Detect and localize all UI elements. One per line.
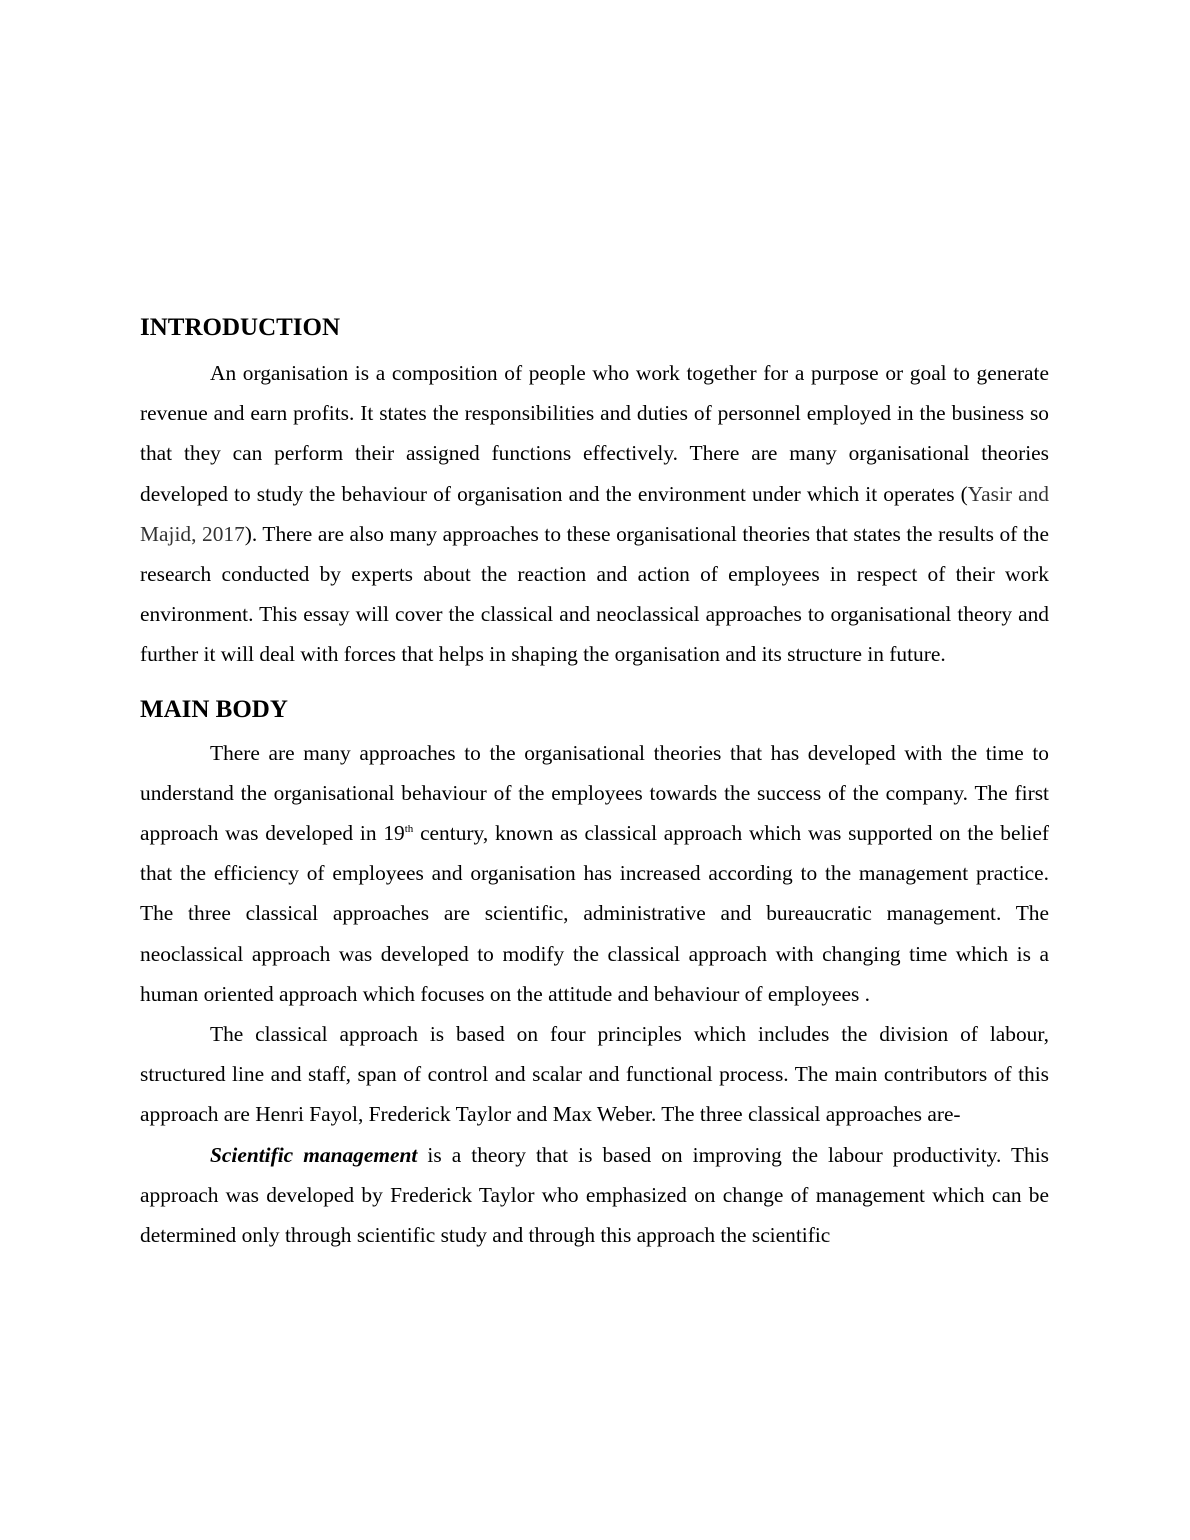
main-text-part-2: century, known as classical approach which was supported on the belief that the efficiency of employees and organisation has increased according to the management practice. The three classical approaches are scientific, administrative and bureaucratic management. The neoclassical approach was developed to modify the classical approach with changing time which is a human oriented approach which focuses on the attitude and behaviour of employees . <box>140 821 1049 1006</box>
main-body-paragraph-3 <box>140 1135 1049 1256</box>
citation: Yasir and Majid, 2017 <box>140 481 1049 546</box>
document-page <box>140 311 1049 1255</box>
main-body-paragraph-1 <box>140 733 1049 1014</box>
intro-text-part-2: ). There are also many approaches to these organisational theories that states the results of the research conducted by experts about the reaction and action of employees in respect of their work environment. This essay will cover the classical and neoclassical approaches to organisational theory and further it will deal with forces that helps in shaping the organisation and its structure in future. <box>140 521 1049 667</box>
introduction-heading: INTRODUCTION <box>140 314 341 341</box>
scientific-management-term: Scientific management <box>210 1142 418 1167</box>
intro-text-part-1: An organisation is a composition of people who work together for a purpose or goal to generate revenue and earn profits. It states the responsibilities and duties of personnel employed in the business so that they can perform their assigned functions effectively. There are many organisational theories developed to study the behaviour of organisation and the environment under which it operates ( <box>140 361 1049 506</box>
main-body-paragraph-2 <box>140 1014 1049 1135</box>
ordinal-superscript: th <box>404 822 414 835</box>
introduction-paragraph <box>140 353 1049 675</box>
main-text-paragraph-3: is a theory that is based on improving the labour productivity. This approach was developed by Frederick Taylor who emphasized on change of management which can be determined only through scientific study and through this approach the scientific <box>140 1142 1049 1248</box>
main-body-heading: MAIN BODY <box>140 695 288 723</box>
main-text-part-1: There are many approaches to the organisational theories that has developed with the time to understand the organisational behaviour of the employees towards the success of the company. The first approach was developed in 19 <box>140 740 1049 846</box>
main-text-paragraph-2: The classical approach is based on four principles which includes the division of labour, structured line and staff, span of control and scalar and functional process. The main contributors of this approach are Henri Fayol, Frederick Taylor and Max Weber. The three classical approaches are- <box>140 1022 1049 1127</box>
